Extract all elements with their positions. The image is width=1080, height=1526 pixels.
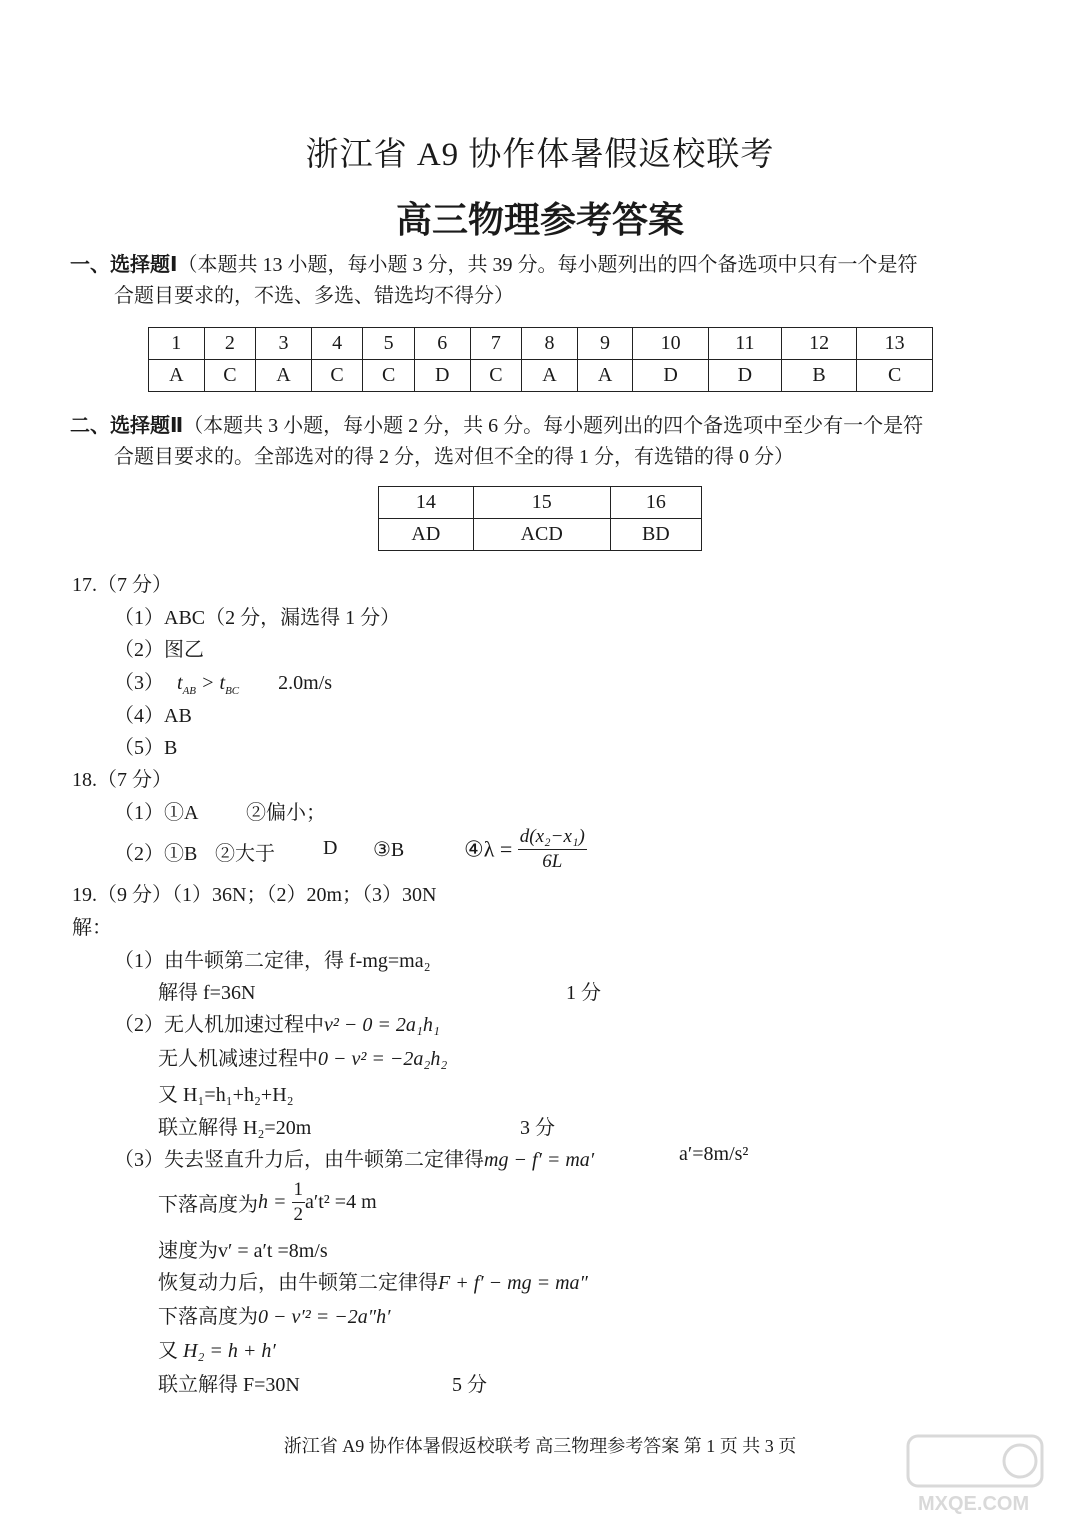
q17-answer-1: （1）ABC（2 分，漏选得 1 分） bbox=[114, 607, 401, 629]
q18-fraction bbox=[518, 825, 587, 874]
q19-p3-line1-text: （3）失去竖直升力后，由牛顿第二定律得 bbox=[114, 1149, 484, 1171]
q18-answer-2a: （2）①B bbox=[114, 843, 198, 865]
answer-cell: C bbox=[470, 360, 522, 392]
q19-p1-line1: （1）由牛顿第二定律，得 f-mg=ma₂ bbox=[114, 950, 431, 972]
question-number-cell: 1 bbox=[149, 328, 205, 360]
question-number-cell: 7 bbox=[470, 328, 522, 360]
q19-p3-fraction bbox=[292, 1178, 306, 1227]
section1-line1 bbox=[70, 248, 917, 281]
question-number-cell: 15 bbox=[473, 487, 610, 519]
answer-cell: A bbox=[577, 360, 633, 392]
section2-desc-2: 合题目要求的。全部选对的得 2 分，选对但不全的得 1 分，有选错的得 0 分） bbox=[114, 446, 794, 468]
question-number-cell: 8 bbox=[522, 328, 578, 360]
section2-heading: 二、选择题Ⅱ bbox=[70, 413, 184, 437]
q19-p2-line2-eq: 0 − v² = −2a₂h₂ bbox=[318, 1048, 448, 1070]
answer-cell: AD bbox=[379, 519, 474, 551]
q19-jie: 解： bbox=[72, 917, 112, 939]
q18-answer-2b: ②大于 bbox=[215, 843, 275, 865]
q19-p2-line2-text: 无人机减速过程中 bbox=[158, 1048, 318, 1070]
q19-p2-line1-eq: v² − 0 = 2a₁h₁ bbox=[324, 1014, 440, 1036]
watermark-logo bbox=[900, 1432, 1050, 1516]
q19-p3-line5 bbox=[158, 1300, 390, 1329]
q19-p1-score: 1 分 bbox=[566, 982, 601, 1004]
q18-answer-1b: ②偏小； bbox=[246, 802, 326, 824]
q19-p3-fraction-denominator: 2 bbox=[293, 1204, 303, 1225]
q17-answer-3-ineq: $t_{AB} > t_{BC}$ bbox=[177, 672, 240, 697]
q18-fraction-numerator: d(x₂−x₁) bbox=[518, 825, 587, 850]
table-row-numbers bbox=[379, 487, 702, 519]
q18-lambda: ④λ = bbox=[464, 836, 513, 862]
q19-p1-line2: 解得 f=36N bbox=[158, 982, 256, 1004]
answer-cell: ACD bbox=[473, 519, 610, 551]
question-number-cell: 14 bbox=[379, 487, 474, 519]
q19-p3-line2-eq-b: a′t² =4 m bbox=[305, 1191, 377, 1213]
question-number-cell: 9 bbox=[577, 328, 633, 360]
q19-p3-line6 bbox=[158, 1334, 276, 1363]
q19-p3-line6-eq: H₂ = h + h′ bbox=[183, 1340, 276, 1362]
q19-p3-line2-text: 下落高度为 bbox=[158, 1194, 258, 1216]
q19-p3-line2-eq-a: h = bbox=[258, 1191, 287, 1213]
doc-subtitle: 高三物理参考答案 bbox=[395, 200, 684, 241]
q19-p2-line1 bbox=[114, 1008, 440, 1037]
section2-line1 bbox=[70, 409, 923, 442]
question-number-cell: 10 bbox=[633, 328, 709, 360]
section1-heading: 一、选择题Ⅰ bbox=[70, 252, 178, 276]
table-row-answers bbox=[379, 519, 702, 551]
answer-cell: A bbox=[522, 360, 578, 392]
answer-cell: C bbox=[311, 360, 363, 392]
q19-p3-line5-eq: 0 − v′² = −2a″h′ bbox=[258, 1306, 391, 1328]
answer-cell: A bbox=[256, 360, 312, 392]
question-number-cell: 16 bbox=[610, 487, 701, 519]
question-number-cell: 5 bbox=[363, 328, 415, 360]
watermark-text: MXQE.COM bbox=[918, 1493, 1030, 1515]
question-number-cell: 6 bbox=[414, 328, 470, 360]
q17-answer-3-val: 2.0m/s bbox=[278, 672, 333, 694]
question-number-cell: 3 bbox=[256, 328, 312, 360]
q19-p3-line3-eq: v′ = a′t =8m/s bbox=[218, 1240, 328, 1262]
answer-cell: BD bbox=[610, 519, 701, 551]
q19-p3-line4 bbox=[158, 1266, 588, 1295]
q19-p2-line4: 联立解得 H₂=20m bbox=[158, 1117, 312, 1139]
question-number-cell: 12 bbox=[781, 328, 857, 360]
q17-answer-2: （2）图乙 bbox=[114, 639, 204, 661]
question-number-cell: 4 bbox=[311, 328, 363, 360]
q19-head: 19.（9 分）（1）36N；（2）20m；（3）30N bbox=[72, 884, 437, 906]
q17-answer-5: （5）B bbox=[114, 737, 178, 759]
q19-p2-line3: 又 H₁=h₁+h₂+H₂ bbox=[158, 1084, 294, 1106]
q18-answer-2d: ③B bbox=[373, 839, 405, 861]
q17-answer-3-label: （3） bbox=[114, 672, 164, 694]
section2-desc: （本题共 3 小题，每小题 2 分，共 6 分。每小题列出的四个备选项中至少有一个是符 bbox=[183, 415, 924, 437]
answer-cell: B bbox=[781, 360, 857, 392]
q17-head: 17.（7 分） bbox=[72, 574, 172, 596]
page-footer: 浙江省 A9 协作体暑假返校联考 高三物理参考答案 第 1 页 共 3 页 bbox=[283, 1436, 797, 1456]
q19-p3-line5-text: 下落高度为 bbox=[158, 1306, 258, 1328]
q19-p3-line7: 联立解得 F=30N bbox=[158, 1374, 300, 1396]
q19-p2-line1-text: （2）无人机加速过程中 bbox=[114, 1014, 324, 1036]
doc-title: 浙江省 A9 协作体暑假返校联考 bbox=[305, 137, 775, 173]
q19-p3-line1 bbox=[114, 1143, 594, 1172]
q19-p3-line4-eq: F + f′ − mg = ma″ bbox=[438, 1272, 588, 1294]
section1-desc-2: 合题目要求的，不选、多选、错选均不得分） bbox=[114, 285, 514, 307]
question-number-cell: 2 bbox=[204, 328, 256, 360]
question-number-cell: 13 bbox=[857, 328, 933, 360]
q19-p3-score: 5 分 bbox=[452, 1374, 487, 1396]
q18-answer-2c: D bbox=[323, 837, 338, 859]
watermark-logo-icon bbox=[900, 1432, 1050, 1516]
q17-answer-4: （4）AB bbox=[114, 705, 192, 727]
answer-cell: D bbox=[633, 360, 709, 392]
answer-cell: D bbox=[414, 360, 470, 392]
q19-p3-line3-text: 速度为 bbox=[158, 1240, 218, 1262]
section1-answer-table bbox=[148, 327, 933, 392]
q19-p3-line6-text: 又 bbox=[158, 1340, 178, 1362]
q19-p3-line3 bbox=[158, 1234, 328, 1263]
q19-p3-fraction-numerator: 1 bbox=[292, 1178, 306, 1203]
answer-cell: C bbox=[857, 360, 933, 392]
table-row-answers bbox=[149, 360, 933, 392]
q19-p3-line4-text: 恢复动力后，由牛顿第二定律得 bbox=[158, 1272, 438, 1294]
section2-answer-table bbox=[378, 486, 702, 551]
table-row-numbers bbox=[149, 328, 933, 360]
q19-p3-line1-eq: mg − f′ = ma′ bbox=[484, 1149, 595, 1171]
q19-p2-score: 3 分 bbox=[520, 1117, 555, 1139]
answer-cell: A bbox=[149, 360, 205, 392]
q19-p2-line2 bbox=[158, 1042, 447, 1071]
answer-cell: D bbox=[708, 360, 781, 392]
q19-p3-line2 bbox=[158, 1178, 377, 1227]
q18-answer-2e bbox=[464, 825, 587, 874]
q18-head: 18.（7 分） bbox=[72, 769, 172, 791]
q18-fraction-denominator: 6L bbox=[542, 851, 563, 872]
question-number-cell: 11 bbox=[708, 328, 781, 360]
answer-cell: C bbox=[363, 360, 415, 392]
q18-answer-1a: （1）①A bbox=[114, 802, 199, 824]
q19-p3-line1-val: a′=8m/s² bbox=[679, 1143, 749, 1165]
section1-desc: （本题共 13 小题，每小题 3 分，共 39 分。每小题列出的四个备选项中只有一个是符 bbox=[177, 254, 918, 276]
q17-answer-3 bbox=[114, 666, 332, 697]
answer-cell: C bbox=[204, 360, 256, 392]
